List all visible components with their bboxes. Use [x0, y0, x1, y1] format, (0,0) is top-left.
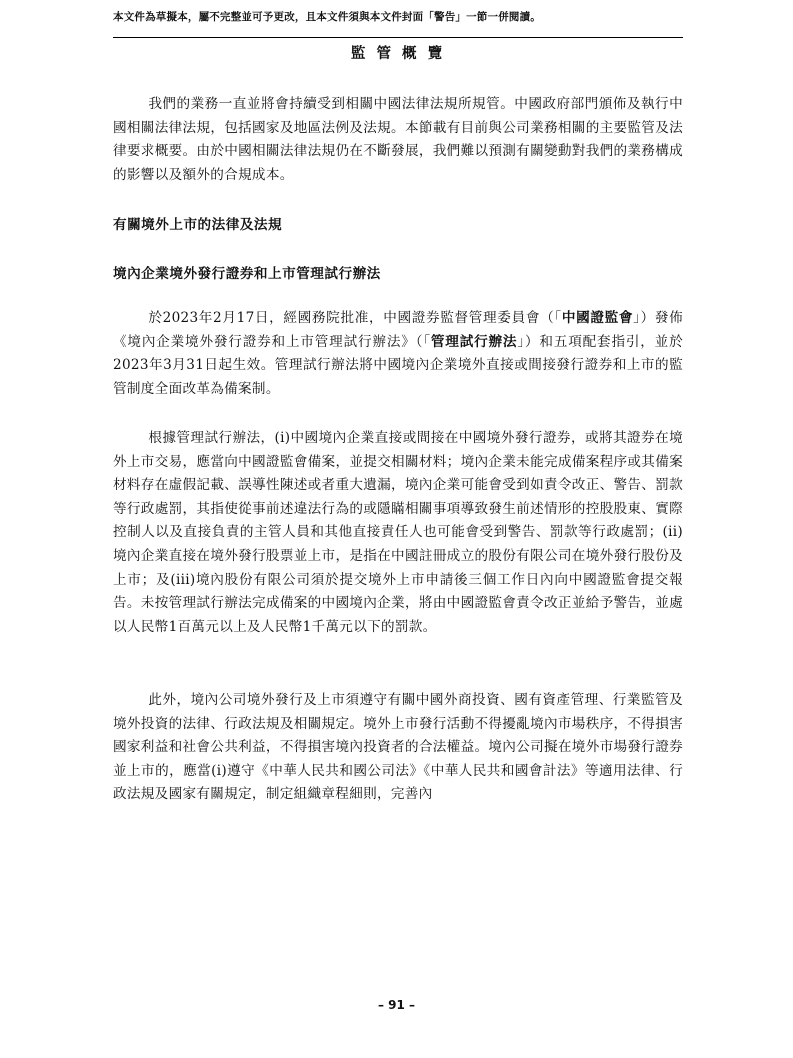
draft-disclaimer: 本文件為草擬本，屬不完整並可予更改，且本文件須與本文件封面「警告」一節一併閱讀。: [113, 11, 541, 23]
paragraph-trial-measures-requirements: 根據管理試行辦法，(i)中國境內企業直接或間接在中國境外發行證券，或將其證券在境外上市交易，應當向中國證監會備案，並提交相關材料；境內企業未能完成備案程序或其備案材料存在虛假記載、誤導性陳述或者重大遺漏，境內企業可能會受到如責令改正、警告、罰款等行政處罰，其指使從事前述違法行為的或隱瞞相關事項導致發生前述情形的控股股東、實際控制人以及直接負責的主管人員和其他直接責任人也可能會受到警告、罰款等行政處罰；(ii)境內企業直接在境外發行股票並上市，是指在中國註冊成立的股份有限公司在境外發行股份及上市；及(iii)境內股份有限公司須於提交境外上市申請後三個工作日內向中國證監會提交報告。未按管理試行辦法完成備案的中國境內企業，將由中國證監會責令改正並給予警告，並處以人民幣1百萬元以上及人民幣1千萬元以下的罰款。: [113, 430, 683, 635]
paragraph-text: 於2023年2月17日，經國務院批准，中國證券監督管理委員會（「: [148, 310, 562, 326]
heading-offshore-listing-laws: 有關境外上市的法律及法規: [113, 217, 283, 233]
paragraph-trial-measures-issuance: [113, 307, 683, 401]
heading-trial-measures: 境內企業境外發行證券和上市管理試行辦法: [113, 266, 381, 282]
paragraph-additional-requirements: 此外，境內公司境外發行及上市須遵守有關中國外商投資、國有資產管理、行業監管及境外投資的法律、行政法規及相關規定。境外上市發行活動不得擾亂境內市場秩序，不得損害國家利益和社會公共利益，不得損害境內投資者的合法權益。境內公司擬在境外市場發行證券並上市的，應當(i)遵守《中華人民共和國公司法》《中華人民共和國會計法》等適用法律、行政法規及國家有關規定，制定組織章程細則，完善內: [113, 692, 683, 803]
csrc-defined-term: 中國證監會: [561, 310, 634, 326]
intro-paragraph: 我們的業務一直並將會持續受到相關中國法律法規所規管。中國政府部門頒佈及執行中國相關法律法規，包括國家及地區法例及法規。本節載有目前與公司業務相關的主要監管及法律要求概要。由於中國相關法律法規仍在不斷發展，我們難以預測有關變動對我們的業務構成的影響以及額外的合規成本。: [113, 96, 683, 183]
paragraph-text: 」）和五項配套指引，並於2023年3月31日起生效。管理試行辦法將中國境內企業境外直接或間接發行證券和上市的監管制度全面改革為備案制。: [113, 333, 683, 397]
trial-measures-defined-term: 管理試行辦法: [430, 333, 518, 350]
page-number: – 91 –: [377, 998, 416, 1012]
paragraph-text: 」）發佈《境內企業境外發行證券和上市管理試行辦法》（「: [113, 310, 684, 350]
section-title: 監 管 概 覽: [350, 46, 446, 62]
header-rule: [113, 37, 683, 38]
